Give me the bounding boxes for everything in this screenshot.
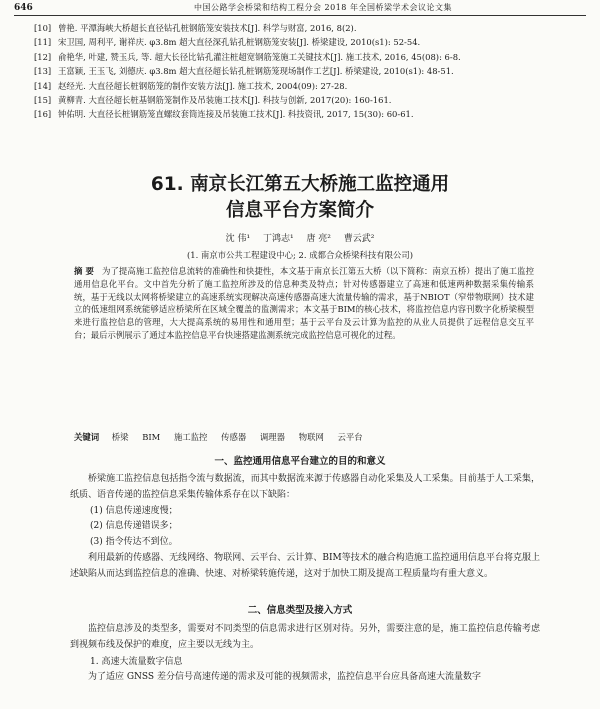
section-body-2 [70, 622, 540, 686]
affiliation: (1. 南京市公共工程建设中心; 2. 成都合众桥梁科技有限公司) [187, 250, 413, 260]
page-number: 646 [14, 3, 33, 13]
paragraph: 桥梁施工监控信息包括指令流与数据流，而其中数据流来源于传感器自动化采集及人工采集。目前基于人工采集，纸质、语音传递的监控信息采集传输体系存在以下缺陷： [70, 474, 540, 500]
keyword: 云平台 [337, 432, 363, 442]
author: 沈 伟¹ [225, 234, 251, 244]
abstract-text: 为了提高施工监控信息流转的准确性和快捷性，本文基于南京长江第五大桥（以下简称：南京五桥）提出了施工监控通用信息化平台。文中首先分析了施工监控所涉及的信息种类及特点；针对传感器建立了高速和低速两种数据采集传输系统，基于无线以太网将桥梁建立的高速系统实现解决高速传感器高速大流量传输的需求，基于NBIOT（窄带物联网）技术建立的低速组网系统能够适应桥梁所在区域全覆盖的监测需求；本文基于BIM的核心技术，将监控信息内容刊数字化桥梁模型来进行监控信息的管理，大大提高系统的易用性和通用型；基于云平台及云计算为监控的从业人员提供了远程信息交互平台；最后示例展示了通过本监控信息平台快速搭建监测系统完成监控信息可视化的过程。 [74, 266, 534, 340]
section-body-1 [70, 472, 540, 583]
reference-item: [10] 曾艳. 平潭海峡大桥超长直径钻孔桩钢筋笼安装技术[J]. 科学与财富, 2016, 8(2). [34, 23, 357, 33]
author-list [0, 232, 600, 246]
keyword: 施工监控 [173, 432, 208, 442]
reference-item: [12] 俞艳华, 叶建, 赞玉兵, 等. 超大长径比钻孔灌注桩超宽钢筋笼施工关键技术[J]. 施工技术, 2016, 45(08): 6-8. [34, 51, 461, 62]
paragraph: 监控信息涉及的类型多，需要对不同类型的信息需求进行区别对待。另外，需要注意的是，施工监控信息传输考虑到视频布线及保护的难度，应主要以无线为主。 [70, 624, 540, 650]
keyword: 调理器 [259, 432, 286, 442]
reference-item: [15] 黄柳青. 大直径超长桩基钢筋笼制作及吊装施工技术[J]. 科技与创新, 2017(20): 160-161. [34, 95, 392, 106]
keyword: 桥梁 [111, 432, 129, 442]
author: 唐 亮² [306, 234, 331, 244]
list-item: (1) 信息传递速度慢； [90, 505, 178, 516]
keyword: BIM [142, 432, 161, 442]
reference-list [34, 22, 586, 123]
running-header [14, 2, 586, 16]
subsection-heading: 1. 高速大流量数字信息 [90, 656, 183, 667]
abstract-label: 摘 要 [74, 266, 94, 276]
reference-item: [14] 赵经光. 大直径超长桩钢筋笼的制作安装方法[J]. 施工技术, 2004(09): 27-28. [34, 80, 348, 91]
paper-title-line1: 61. 南京长江第五大桥施工监控通用 [150, 174, 450, 195]
paper-title-line2: 信息平台方案简介 [225, 200, 374, 221]
paragraph: 为了适应 GNSS 差分信号高速传递的需求及可能的视频需求，监控信息平台应具备高速大流量数字 [88, 672, 481, 683]
author: 丁鸿志¹ [262, 234, 294, 244]
section-heading-1: 一、监控通用信息平台建立的目的和意义 [214, 456, 386, 467]
reference-item: [11] 宋卫国, 周利平, 谢祥庆. φ3.8m 超大直径深孔钻孔桩钢筋笼安装[J]. 桥梁建设, 2010(s1): 52-54. [34, 37, 421, 48]
list-item: (2) 信息传递错误多； [90, 521, 178, 532]
reference-item: [16] 钟佑明. 大直径长桩钢筋笼直螺纹套筒连接及吊装施工技术[J]. 科技资讯, 2017, 15(30): 60-61. [34, 109, 414, 120]
keywords [74, 431, 534, 443]
paragraph: 利用最新的传感器、无线网络、物联网、云平台、云计算、BIM等技术的融合构造施工监控通用信息平台将克服上述缺陷从而达到监控信息的准确、快速、对桥梁转施传递，这对于加快工期及提高工程质量均有重大意义。 [70, 552, 540, 579]
reference-item: [13] 王富颖, 王玉飞, 刘德庆. φ3.8m 超大直径超长钻孔桩钢筋笼现场制作工艺[J]. 桥梁建设, 2010(s1): 48-51. [34, 66, 454, 77]
section-heading-2: 二、信息类型及接入方式 [247, 605, 353, 616]
list-item: (3) 指令传达不到位。 [90, 537, 178, 548]
keyword: 传感器 [221, 432, 247, 442]
journal-title: 中国公路学会桥梁和结构工程分会 2018 年全国桥梁学术会议论文集 [194, 3, 452, 12]
author: 曹云武² [343, 234, 375, 244]
abstract [74, 265, 534, 342]
keyword: 物联网 [298, 432, 324, 442]
keywords-label: 关键词 [74, 432, 100, 442]
